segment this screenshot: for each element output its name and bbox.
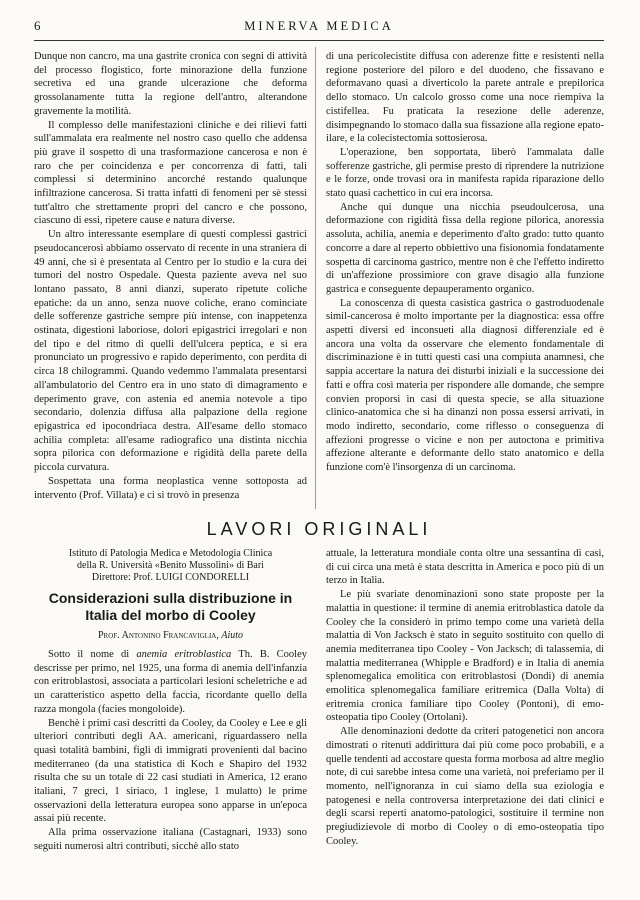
page-number: 6 (34, 18, 41, 33)
paragraph: Sotto il nome di anemia eritroblastica Th. B. Cooley descrisse per primo, nel 1925, una forma di anemia dell'infanzia con eritroblastosi, associata a particolari lesioni scheletriche e ad un caratteristico aspetto della faccia, ricordante quello della razza mongola (facies mongoloide). (34, 649, 307, 715)
author-name: Prof. Antonino Francaviglia, (97, 630, 219, 641)
journal-title: MINERVA MEDICA (244, 19, 394, 33)
page-header (34, 18, 604, 38)
paragraph: La conoscenza di questa casistica gastrica o gastroduodenale simil-cancerosa è molto importante per la diagnostica: essa offre aspetti diversi ed inconsueti alla diagnosi differenziale ed è ancora una volta da osservare che elemento fondamentale di discriminazione è in tutti questi casi una compiuta anamnesi, che sappia accertare la natura dei disturbi iniziali e la successione dei fatti e offra così materia per rispondere alle domande, che sempre convien proporsi in casi di questa specie, se alla situazione clinico-anatomica che si ha dinanzi non possa essersi arrivati, in modo indiretto, secondario, come riflesso o conseguenza di affezioni progresse o vicine e non per autoctona e primitiva affezione alterante e deformante dello stato anatomico e della funzione com'è l'insorgenza di un carcinoma. (326, 297, 604, 474)
paragraph: Il complesso delle manifestazioni cliniche e dei rilievi fatti sull'ammalata era realmente nel nostro caso quello che addensa più grave il sospetto di una trasformazione cancerosa e non è raro che per coincidenza e per concorrenza di fatti, tali complessi si determinino ancorché restando qualunque infiltrazione cancerosa. Si tratta infatti di fenomeni per sè stessi tutt'altro che strettamente propri del cancro e che possono, ciascuno di essi, ripetere cause e natura diverse. (34, 119, 307, 227)
bottom-left-column (34, 648, 307, 888)
article-author (34, 630, 307, 641)
paragraph: Dunque non cancro, ma una gastrite cronica con segni di attività del processo flogistico, forte minorazione della funzione secretiva ed una grande ulcerazione che deforma grossolanamente tutta la regione dell'antro, alterandone gravemente la motilità. (34, 51, 307, 117)
institute-block (34, 548, 307, 584)
paragraph: di una pericolecistite diffusa con aderenze fitte e resistenti nella regione posteriore del piloro e del duodeno, che fissavano e deformavano quasi a diverticolo la parete antrale e prepilorica dello stomaco. Un calcolo grosso come una noce riempiva la cistifellea. Fu praticata la resezione delle aderenze, disimpegnando lo stomaco dalla sua fissazione alla regione epato-ilare, e la colecistectomia sottosierosa. (326, 51, 604, 145)
bottom-right-column (326, 547, 604, 889)
paragraph: Anche qui dunque una nicchia pseudoulcerosa, una deformazione con rigidità fissa della regione pilorica, anoressia assoluta, achilia, anemia e deperimento d'alto grado: tutto quanto concorre a dare al reperto obbiettivo una fisionomia fondatamente sospetta di carcinoma gastrico, mentre non è che l'effetto indiretto di un'affezione prossimiore con grave disagio alla funzione gastrica e conseguente depauperamento organico. (326, 201, 604, 295)
header-rule (34, 40, 604, 41)
section-title: LAVORI ORIGINALI (206, 519, 432, 539)
paragraph: attuale, la letteratura mondiale conta oltre una sessantina di casi, di cui circa una metà è stata descritta in America e poco più di un terzo in Italia. (326, 548, 604, 587)
top-left-column (34, 50, 307, 508)
paragraph: L'operazione, ben sopportata, liberò l'ammalata dalle sofferenze gastriche, gli permise presto di riprendere la nutrizione e le forze, onde trovasi ora in manifesta rapida riparazione dello stato quasi cachettico in cui era incorsa. (326, 146, 604, 200)
institute-line: Istituto di Patologia Medica e Metodologia Clinica (68, 548, 273, 559)
paragraph: Un altro interessante esemplare di questi complessi gastrici pseudocancerosi abbiamo osservato di recente in una straniera di 49 anni, che si è presentata al Centro per lo studio e la cura dei tumori del nostro Ospedale. Questa paziente aveva nel suo lontano passato, 8 anni dianzi, superato ripetute coliche epatiche: da un anno, senza nuove coliche, erano cominciate delle sofferenze gastriche sempre più intense, con inappetenza ostinata, digestioni laboriose, dolori epigastrici irregolari e non del tipo e del ritmo di quelli dell'ulcera peptica, e si era pronunciato un progressivo e rapido deperimento, con perdita di circa 18 chilogrammi. Quando vedemmo l'ammalata presentarsi all'ambulatorio del Centro era in uno stato di dimagramento e deperimento grave, con astenia ed anemia notevole a tipo secondario, dolenzia diffusa alla palpazione della regione epigastrica ed ipocondriaca destra. All'esame dello stomaco achilia completa: all'esame radiografico una distinta nicchia sopra pilorica con deformazione e rigidità della parete della piccola curvatura. (34, 229, 307, 474)
institute-director: Direttore: Prof. LUIGI CONDORELLI (91, 572, 250, 583)
article-title: Considerazioni sulla distribuzione in Italia del morbo di Cooley (48, 590, 293, 623)
column-divider (315, 47, 316, 509)
paragraph: Alla prima osservazione italiana (Castagnari, 1933) sono seguiti numerosi altri contributi, sicchè allo stato (34, 827, 307, 852)
paragraph: Benchè i primi casi descritti da Cooley, da Cooley e Lee e gli ulteriori contributi degli AA. americani, riguardassero nella quasi totalità bambini, figli di immigrati provenienti dal bacino mediterraneo (da una statistica di Koch e Shapiro del 1932 risulta che su un totale di 22 casi studiati in America, 12 erano italiani, 7 greci, 1 siriaco, 1 inglese, 1 mulatto) le prime osservazioni della letteratura europea sono apparse in un'epoca assai più recente. (34, 717, 307, 825)
paragraph: Le più svariate denominazioni sono state proposte per la malattia in questione: il termine di anemia eritroblastica datole da Cooley che la considerò in primo tempo come una varietà della malattia di Von Jacksch è stato in seguito sostituito con quello di anemia mediterranea tipo Cooley - Von Jacksch; di talassemia, di malattia mediterranea (Whipple e Bradford) e in Italia di anemia splenomegalica emolitica con eritroblastosi (Dondi) di anemia emolitica splenomegalica familiare eritremica (Dalla Volta) di eritremia cronica familiare tipo Cooley (Pontoni), di emo-osteopatia tipo Cooley (Ortolani). (326, 589, 604, 724)
author-role: Aiuto (221, 630, 244, 641)
italic-term: anemia eritroblastica (136, 649, 232, 660)
top-right-column (326, 50, 604, 508)
institute-line: della R. Università «Benito Mussolini» di Bari (77, 560, 264, 571)
paragraph: Sospettata una forma neoplastica venne sottoposta ad intervento (Prof. Villata) e ci si trovò in presenza (34, 475, 307, 501)
paragraph: Alle denominazioni dedotte da criteri patogenetici non ancora dimostrati o ritenuti addirittura dai più come poco probabili, e a quelle tendenti ad accostare questa forma morbosa ad altre meglio note, di cui sarebbe intesa come una varietà, noi preferiamo per il momento, nell'ignoranza in cui siamo della sua eziologia e patogenesi e nella controversa interpretazione dei dati clinici e degli scarsi reperti anatomo-patologici, sostituire il termine non pregiudizievole di morbo di Cooley o di emo-osteopatia tipo Cooley. (326, 726, 604, 847)
